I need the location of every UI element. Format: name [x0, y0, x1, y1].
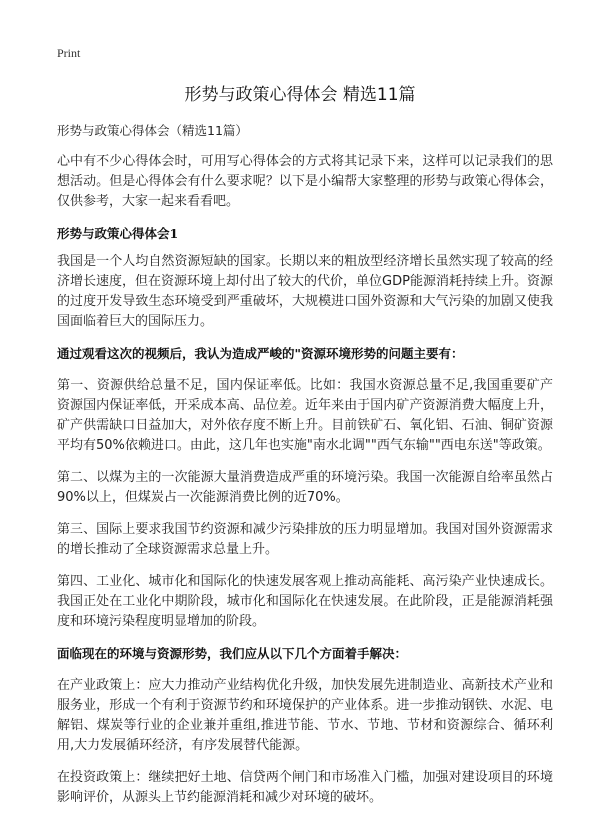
problem-paragraph-1: 第一、资源供给总量不足，国内保证率低。比如：我国水资源总量不足,我国重要矿产资源国内保证率低，开采成本高、品位差。近年来由于国内矿产资源消费大幅度上升，矿产供需缺口日益加大，对外依存度不断上升。目前铁矿石、氧化铝、石油、铜矿资源平均有50%依赖进口。由此，这几年也实施"南水北调""西气东输""西电东送"等政策。 — [57, 378, 553, 453]
solution-paragraph-1: 在产业政策上：应大力推动产业结构优化升级，加快发展先进制造业、高新技术产业和服务业，形成一个有利于资源节约和环境保护的产业体系。进一步推动钢铁、水泥、电解铝、煤炭等行业的企业兼并重组,推进节能、节水、节地、节材和资源综合、循环利用,大力发展循环经济，有序发展替代能源。 — [57, 678, 553, 753]
problem-paragraph-4: 第四、工业化、城市化和国际化的快速发展客观上推动高能耗、高污染产业快速成长。我国正处在工业化中期阶段，城市化和国际化在快速发展。在此阶段，正是能源消耗强度和环境污染程度明显增加的阶段。 — [57, 574, 553, 629]
document-title: 形势与政策心得体会 精选11篇 — [184, 85, 416, 105]
print-label: Print — [57, 46, 81, 60]
section1-paragraph: 我国是一个人均自然资源短缺的国家。长期以来的粗放型经济增长虽然实现了较高的经济增长速度，但在资源环境上却付出了较大的代价，单位GDP能源消耗持续上升。资源的过度开发导致生态环境受到严重破坏，大规模进口国外资源和大气污染的加剧又使我国面临着巨大的国际压力。 — [57, 254, 553, 329]
intro-paragraph: 心中有不少心得体会时，可用写心得体会的方式将其记录下来，这样可以记录我们的思想活动。但是心得体会有什么要求呢？以下是小编帮大家整理的形势与政策心得体会，仅供参考，大家一起来看看吧。 — [57, 154, 553, 209]
document-subtitle: 形势与政策心得体会（精选11篇） — [57, 123, 248, 138]
solution-paragraph-2: 在投资政策上：继续把好土地、信贷两个闸门和市场准入门槛，加强对建设项目的环境影响评价，从源头上节约能源消耗和减少对环境的破坏。 — [57, 770, 553, 805]
problems-heading: 通过观看这次的视频后，我认为造成严峻的"资源环境形势的问题主要有： — [57, 346, 464, 361]
section-heading: 形势与政策心得体会1 — [57, 226, 179, 241]
solutions-heading: 面临现在的环境与资源形势，我们应从以下几个方面着手解决： — [57, 646, 408, 661]
problem-paragraph-3: 第三、国际上要求我国节约资源和减少污染排放的压力明显增加。我国对国外资源需求的增长推动了全球资源需求总量上升。 — [57, 522, 553, 557]
problem-paragraph-2: 第二、以煤为主的一次能源大量消费造成严重的环境污染。我国一次能源自给率虽然占90%以上，但煤炭占一次能源消费比例的近70%。 — [57, 470, 553, 505]
document-body — [57, 152, 553, 820]
